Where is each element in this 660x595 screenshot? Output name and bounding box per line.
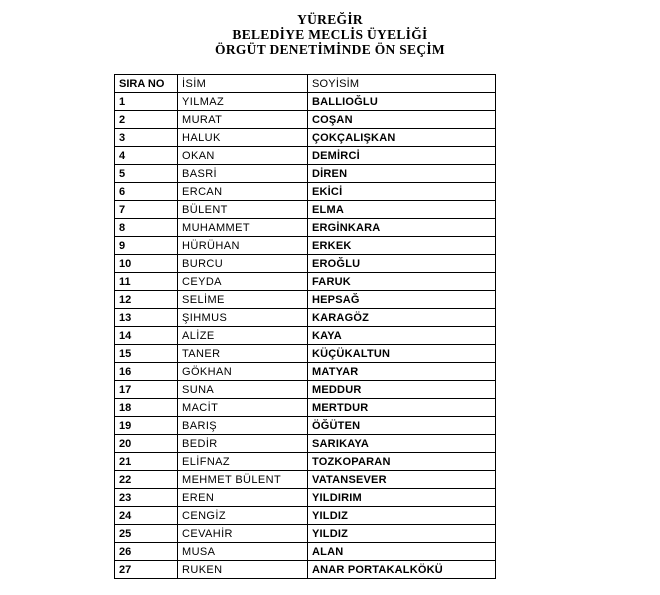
table-row — [115, 507, 496, 525]
table-row — [115, 237, 496, 255]
last-name: COŞAN — [308, 111, 496, 129]
row-number: 17 — [115, 381, 178, 399]
row-number: 2 — [115, 111, 178, 129]
row-number: 26 — [115, 543, 178, 561]
last-name: ELMA — [308, 201, 496, 219]
last-name: ERKEK — [308, 237, 496, 255]
first-name: MEHMET BÜLENT — [178, 471, 308, 489]
first-name: ERCAN — [178, 183, 308, 201]
row-number: 12 — [115, 291, 178, 309]
first-name: CEYDA — [178, 273, 308, 291]
row-number: 13 — [115, 309, 178, 327]
last-name: MERTDUR — [308, 399, 496, 417]
table-row — [115, 363, 496, 381]
table-row — [115, 291, 496, 309]
first-name: CEVAHİR — [178, 525, 308, 543]
first-name: BÜLENT — [178, 201, 308, 219]
table-row — [115, 255, 496, 273]
first-name: ELİFNAZ — [178, 453, 308, 471]
first-name: MACİT — [178, 399, 308, 417]
header-soyisim: SOYİSİM — [308, 75, 496, 93]
table-row — [115, 561, 496, 579]
table-row — [115, 543, 496, 561]
first-name: MUSA — [178, 543, 308, 561]
row-number: 25 — [115, 525, 178, 543]
row-number: 7 — [115, 201, 178, 219]
first-name: MURAT — [178, 111, 308, 129]
last-name: MEDDUR — [308, 381, 496, 399]
last-name: VATANSEVER — [308, 471, 496, 489]
last-name: KARAGÖZ — [308, 309, 496, 327]
first-name: CENGİZ — [178, 507, 308, 525]
table-row — [115, 273, 496, 291]
table-row — [115, 471, 496, 489]
first-name: EREN — [178, 489, 308, 507]
last-name: HEPSAĞ — [308, 291, 496, 309]
row-number: 19 — [115, 417, 178, 435]
row-number: 6 — [115, 183, 178, 201]
row-number: 15 — [115, 345, 178, 363]
first-name: BARIŞ — [178, 417, 308, 435]
row-number: 1 — [115, 93, 178, 111]
first-name: SUNA — [178, 381, 308, 399]
first-name: TANER — [178, 345, 308, 363]
last-name: YILDIRIM — [308, 489, 496, 507]
row-number: 21 — [115, 453, 178, 471]
title-line-district: YÜREĞİR — [297, 12, 363, 27]
row-number: 22 — [115, 471, 178, 489]
row-number: 20 — [115, 435, 178, 453]
table-header-row — [115, 75, 496, 93]
last-name: SARIKAYA — [308, 435, 496, 453]
header-isim: İSİM — [178, 75, 308, 93]
last-name: EROĞLU — [308, 255, 496, 273]
first-name: ALİZE — [178, 327, 308, 345]
table-row — [115, 417, 496, 435]
first-name: SELİME — [178, 291, 308, 309]
row-number: 8 — [115, 219, 178, 237]
last-name: DİREN — [308, 165, 496, 183]
row-number: 27 — [115, 561, 178, 579]
first-name: OKAN — [178, 147, 308, 165]
last-name: ÖĞÜTEN — [308, 417, 496, 435]
last-name: YILDIZ — [308, 525, 496, 543]
last-name: TOZKOPARAN — [308, 453, 496, 471]
row-number: 18 — [115, 399, 178, 417]
header-sira-no: SIRA NO — [115, 75, 178, 93]
row-number: 9 — [115, 237, 178, 255]
first-name: HALUK — [178, 129, 308, 147]
last-name: ÇOKÇALIŞKAN — [308, 129, 496, 147]
title-line-election: ÖRGÜT DENETİMİNDE ÖN SEÇİM — [215, 42, 445, 57]
last-name: ANAR PORTAKALKÖKÜ — [308, 561, 496, 579]
table-row — [115, 399, 496, 417]
title-line-council: BELEDİYE MECLİS ÜYELİĞİ — [232, 27, 428, 42]
candidate-table — [114, 74, 496, 579]
first-name: MUHAMMET — [178, 219, 308, 237]
last-name: BALLIOĞLU — [308, 93, 496, 111]
row-number: 24 — [115, 507, 178, 525]
table-row — [115, 345, 496, 363]
table-row — [115, 435, 496, 453]
row-number: 4 — [115, 147, 178, 165]
table-row — [115, 525, 496, 543]
last-name: MATYAR — [308, 363, 496, 381]
table-row — [115, 129, 496, 147]
table-row — [115, 219, 496, 237]
first-name: BEDİR — [178, 435, 308, 453]
last-name: DEMİRCİ — [308, 147, 496, 165]
table-row — [115, 489, 496, 507]
last-name: ERGİNKARA — [308, 219, 496, 237]
last-name: FARUK — [308, 273, 496, 291]
first-name: RUKEN — [178, 561, 308, 579]
last-name: KAYA — [308, 327, 496, 345]
row-number: 14 — [115, 327, 178, 345]
row-number: 10 — [115, 255, 178, 273]
table-row — [115, 381, 496, 399]
last-name: EKİCİ — [308, 183, 496, 201]
last-name: YILDIZ — [308, 507, 496, 525]
table-row — [115, 201, 496, 219]
table-row — [115, 453, 496, 471]
row-number: 11 — [115, 273, 178, 291]
first-name: GÖKHAN — [178, 363, 308, 381]
table-row — [115, 327, 496, 345]
table-row — [115, 111, 496, 129]
first-name: HÜRÜHAN — [178, 237, 308, 255]
row-number: 3 — [115, 129, 178, 147]
row-number: 23 — [115, 489, 178, 507]
first-name: BASRİ — [178, 165, 308, 183]
table-row — [115, 93, 496, 111]
first-name: BURCU — [178, 255, 308, 273]
first-name: ŞIHMUS — [178, 309, 308, 327]
table-row — [115, 309, 496, 327]
row-number: 16 — [115, 363, 178, 381]
row-number: 5 — [115, 165, 178, 183]
table-row — [115, 183, 496, 201]
table-row — [115, 165, 496, 183]
last-name: ALAN — [308, 543, 496, 561]
last-name: KÜÇÜKALTUN — [308, 345, 496, 363]
table-row — [115, 147, 496, 165]
first-name: YILMAZ — [178, 93, 308, 111]
